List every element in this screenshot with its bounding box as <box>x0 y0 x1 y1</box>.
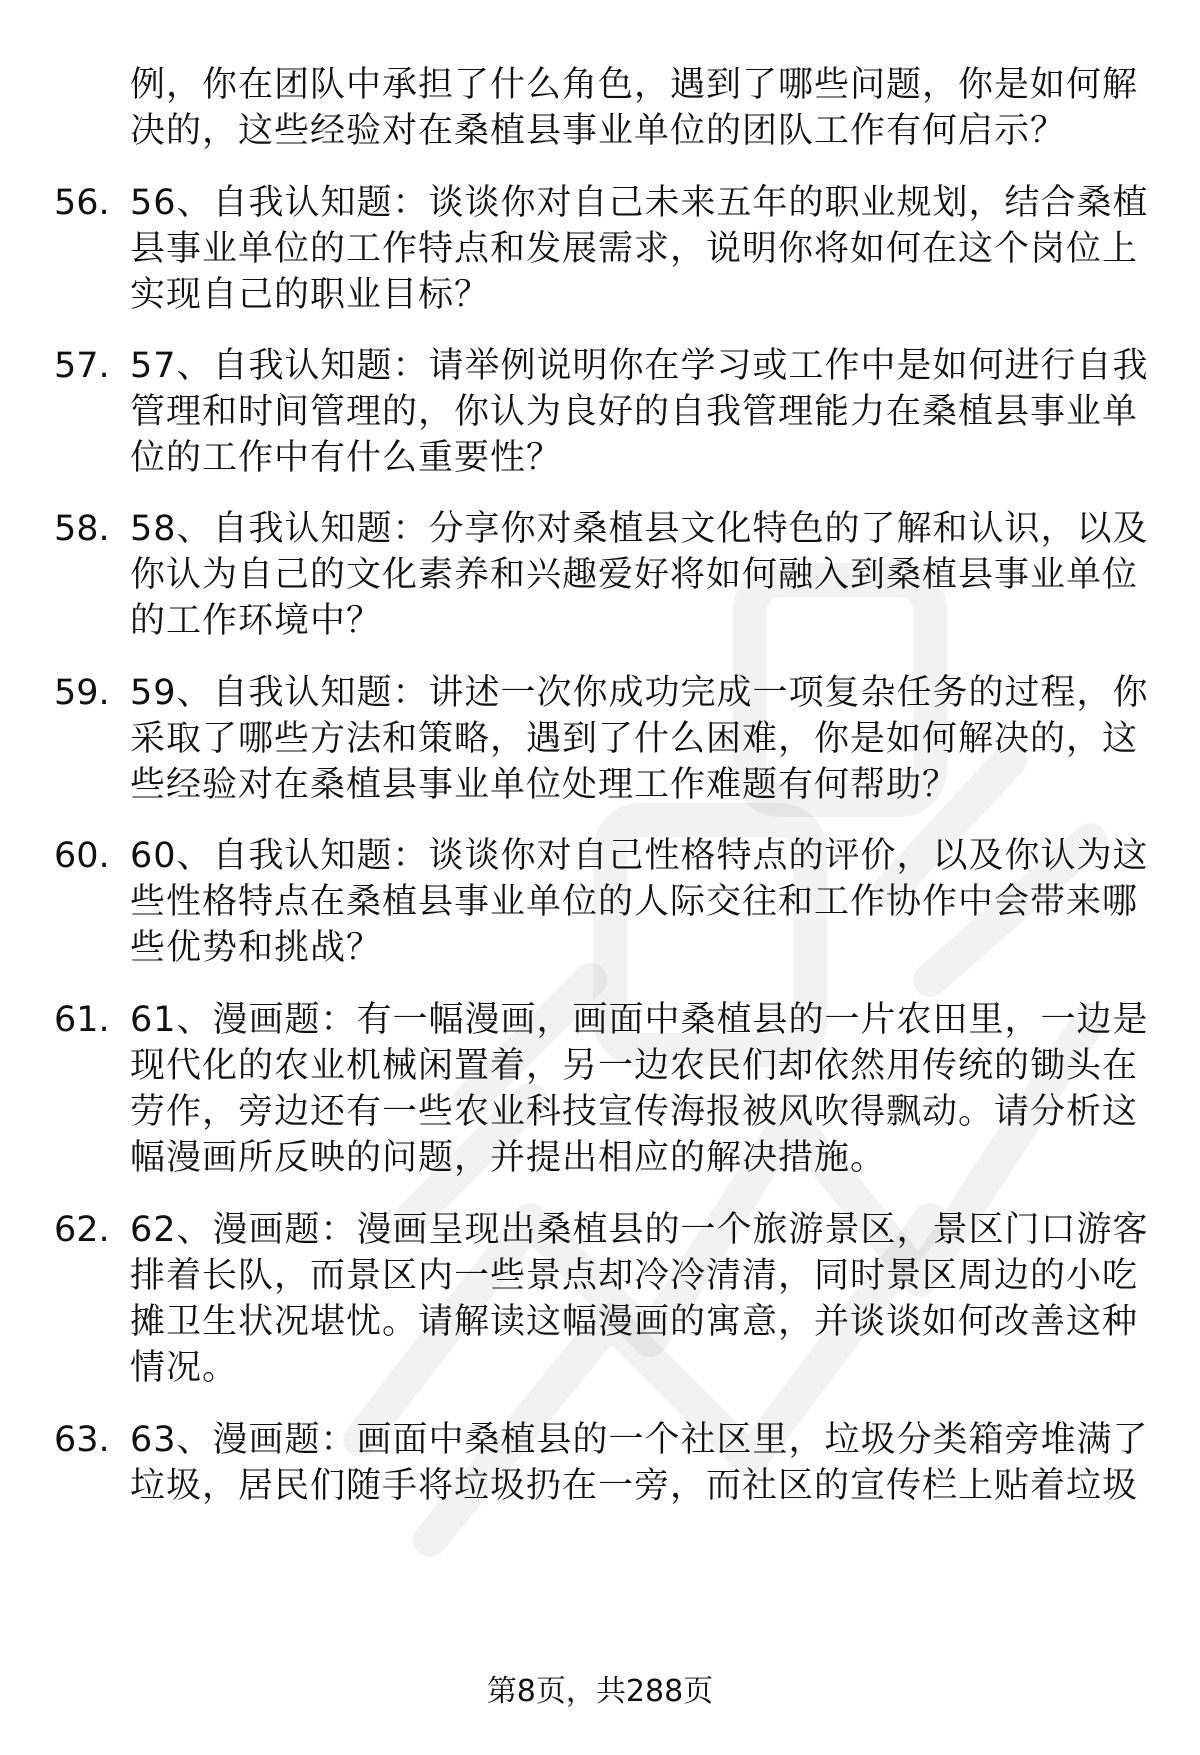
page-footer: 第8页，共288页 <box>486 1674 714 1709</box>
list-number: 56. <box>54 183 110 223</box>
list-number: 63. <box>54 1420 110 1460</box>
question-text: 63、漫画题：画面中桑植县的一个社区里，垃圾分类箱旁堆满了垃圾，居民们随手将垃圾扔在一旁，而社区的宣传栏上贴着垃圾 <box>130 1420 1149 1506</box>
list-number: 59. <box>54 673 110 713</box>
list-number: 58. <box>54 509 110 549</box>
question-text: 61、漫画题：有一幅漫画，画面中桑植县的一片农田里，一边是现代化的农业机械闲置着，另一边农民们却依然用传统的锄头在劳作，旁边还有一些农业科技宣传海报被风吹得飘动。请分析这幅漫画所反映的问题，并提出相应的解决措施。 <box>130 1000 1149 1178</box>
question-text: 60、自我认知题：谈谈你对自己性格特点的评价，以及你认为这些性格特点在桑植县事业单位的人际交往和工作协作中会带来哪些优势和挑战？ <box>130 836 1149 968</box>
question-text: 57、自我认知题：请举例说明你在学习或工作中是如何进行自我管理和时间管理的，你认为良好的自我管理能力在桑植县事业单位的工作中有什么重要性？ <box>130 346 1149 478</box>
question-text: 58、自我认知题：分享你对桑植县文化特色的了解和认识，以及你认为自己的文化素养和兴趣爱好将如何融入到桑植县事业单位的工作环境中？ <box>130 509 1149 641</box>
question-text: 62、漫画题：漫画呈现出桑植县的一个旅游景区，景区门口游客排着长队，而景区内一些景点却冷冷清清，同时景区周边的小吃摊卫生状况堪忧。请解读这幅漫画的寓意，并谈谈如何改善这种情况。 <box>130 1210 1149 1388</box>
continuation-text: 例，你在团队中承担了什么角色，遇到了哪些问题，你是如何解决的，这些经验对在桑植县事业单位的团队工作有何启示？ <box>130 65 1139 151</box>
list-number: 60. <box>54 836 110 876</box>
list-number: 57. <box>54 346 110 386</box>
question-text: 59、自我认知题：讲述一次你成功完成一项复杂任务的过程，你采取了哪些方法和策略，遇到了什么困难，你是如何解决的，这些经验对在桑植县事业单位处理工作难题有何帮助？ <box>130 673 1149 805</box>
list-number: 61. <box>54 1000 110 1040</box>
question-text: 56、自我认知题：谈谈你对自己未来五年的职业规划，结合桑植县事业单位的工作特点和发展需求，说明你将如何在这个岗位上实现自己的职业目标？ <box>130 183 1149 315</box>
list-number: 62. <box>54 1210 110 1250</box>
